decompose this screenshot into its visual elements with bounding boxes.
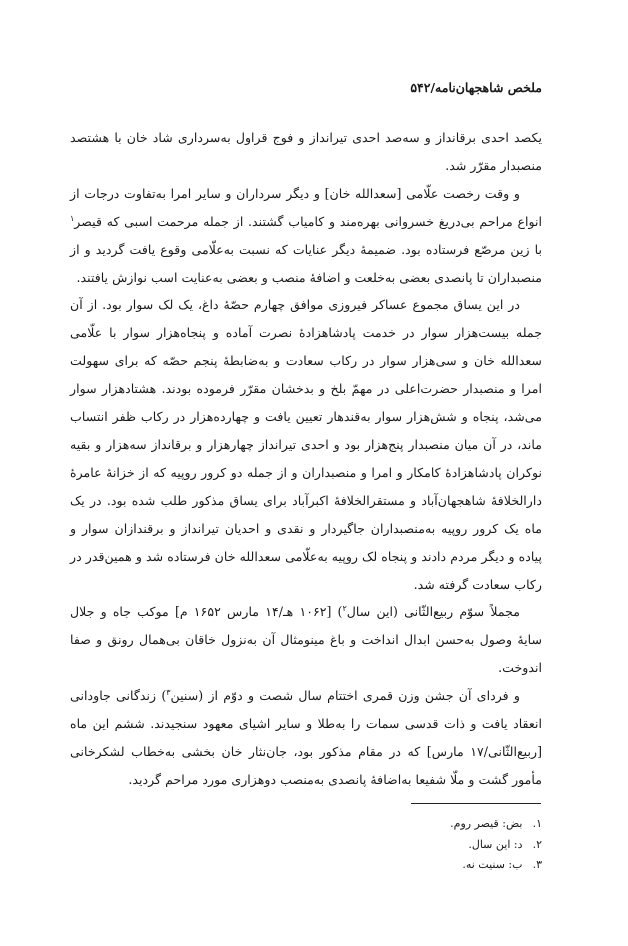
footnote-mark: ۲	[342, 604, 347, 614]
page-number: ۵۴۲	[410, 80, 431, 95]
paragraph-text: مجملاً سوّم ربیع‌الثّانی (این سال	[346, 604, 520, 620]
paragraph-text: و فردای آن جشن وزن قمری اختتام سال شصت و دوّم از (سنین	[170, 688, 520, 704]
footnote-text: ب: سنیت نه.	[462, 858, 523, 871]
paragraph	[70, 180, 542, 292]
footnote-number: ۲.	[532, 837, 542, 851]
footnotes	[300, 814, 542, 876]
footnote-text: د: این سال.	[468, 837, 523, 851]
footnote	[300, 835, 542, 856]
footnote-mark: ۱	[70, 213, 75, 223]
footnote-divider	[411, 803, 541, 804]
footnote-number: ۱.	[532, 817, 542, 830]
footnote	[300, 855, 542, 876]
running-header	[70, 80, 542, 95]
paragraph: در این یساق مجموع عساکر فیروزی موافق چهارم حصّهٔ داغ، یک لک سوار بود. از آن جمله بیست‌هزار سوار در خدمت پادشاهزادهٔ نصرت آماده و پنجاه‌هزار سوار با علّامی سعدالله خان و سی‌هزار سوار در رکاب سعادت و به‌ضابطهٔ پنجم حصّه که برای سهولت امرا و منصبدار حضرت‌اعلی در مهمّ بلخ و بدخشان مقرّر فرموده بودند. هشتادهزار سوار می‌شد، پنجاه و شش‌هزار سوار به‌قندهار تعیین یافت و چهارده‌هزار در رکاب ظفر انتساب ماند، در آن میان منصبدار پنج‌هزار بود و احدی تیرانداز چهارهزار و برقانداز سه‌هزار و بقیه نوکران پادشاهزادهٔ کامکار و امرا و منصبداران و از جمله دو کرور روپیه که از خزانهٔ عامرهٔ دارالخلافهٔ شاهجهان‌آباد و مستقرالخلافهٔ اکبرآباد برای یساق مذکور طلب شده بود. در یک ماه یک کرور روپیه به‌منصبداران جاگیردار و نقدی و احدیان تیرانداز و برقندازان سوار و پیاده و دیگر مردم دادند و پنجاه لک روپیه به‌علّامی سعدالله خان فرستاده شد و همین‌قدر در رکاب سعادت گرفته شد.	[70, 297, 542, 592]
footnote-mark: ۳	[166, 687, 171, 697]
footnote-text: بض: قیصر روم.	[450, 817, 523, 830]
paragraph: یکصد احدی برقانداز و سه‌صد احدی تیرانداز و فوج قراول به‌سرداری شاد خان با هشتصد منصبدار مقرّر شد.	[70, 130, 542, 173]
footnote-number: ۳.	[532, 858, 542, 871]
paragraph-text: و وقت رخصت علّامی [سعدالله خان] و دیگر سرداران و سایر امرا به‌تفاوت درجات از انواع مراحم بی‌دریغ خسروانی بهره‌مند و کامیاب گشتند. از جمله مرحمت اسبی که قیصر	[70, 185, 542, 229]
paragraph-text: ) زندگانی جاودانی انعقاد یافت و ذات قدسی سمات را به‌طلا و سایر اشیای معهود سنجیدند. ششم این ماه [ربیع‌الثّانی/۱۷ مارس] که در مقام مذکور بود، جان‌نثار خان بخشی به‌خطاب لشکرخانی مأمور گشت و ملّا شفیعا به‌اضافهٔ پانصدی به‌منصب دوهزاری مورد مراحم گردید.	[70, 688, 542, 787]
body-text	[70, 124, 542, 794]
paragraph-text: ) [۱۰۶۲ هـ/۱۴ مارس ۱۶۵۲ م] موکب جاه و جلال سایهٔ وصول به‌حسن ابدال انداخت و باغ مینومثال آن به‌نزول خاقان بی‌همال رونق و صفا اندوخت.	[70, 604, 542, 676]
paragraph-text: با زین مرصّع فرستاده بود. ضمیمهٔ دیگر عنایات که نسبت به‌علّامی وقوع یافت گردید و از منصبداران تا پانصدی بعضی به‌خلعت و اضافهٔ منصب و بعضی به‌عنایت اسب نوازش یافتند.	[70, 241, 542, 285]
paragraph	[70, 682, 542, 794]
paragraph	[70, 598, 542, 682]
footnote	[300, 814, 542, 835]
running-title: ملخص شاهجهان‌نامه/	[430, 80, 542, 95]
